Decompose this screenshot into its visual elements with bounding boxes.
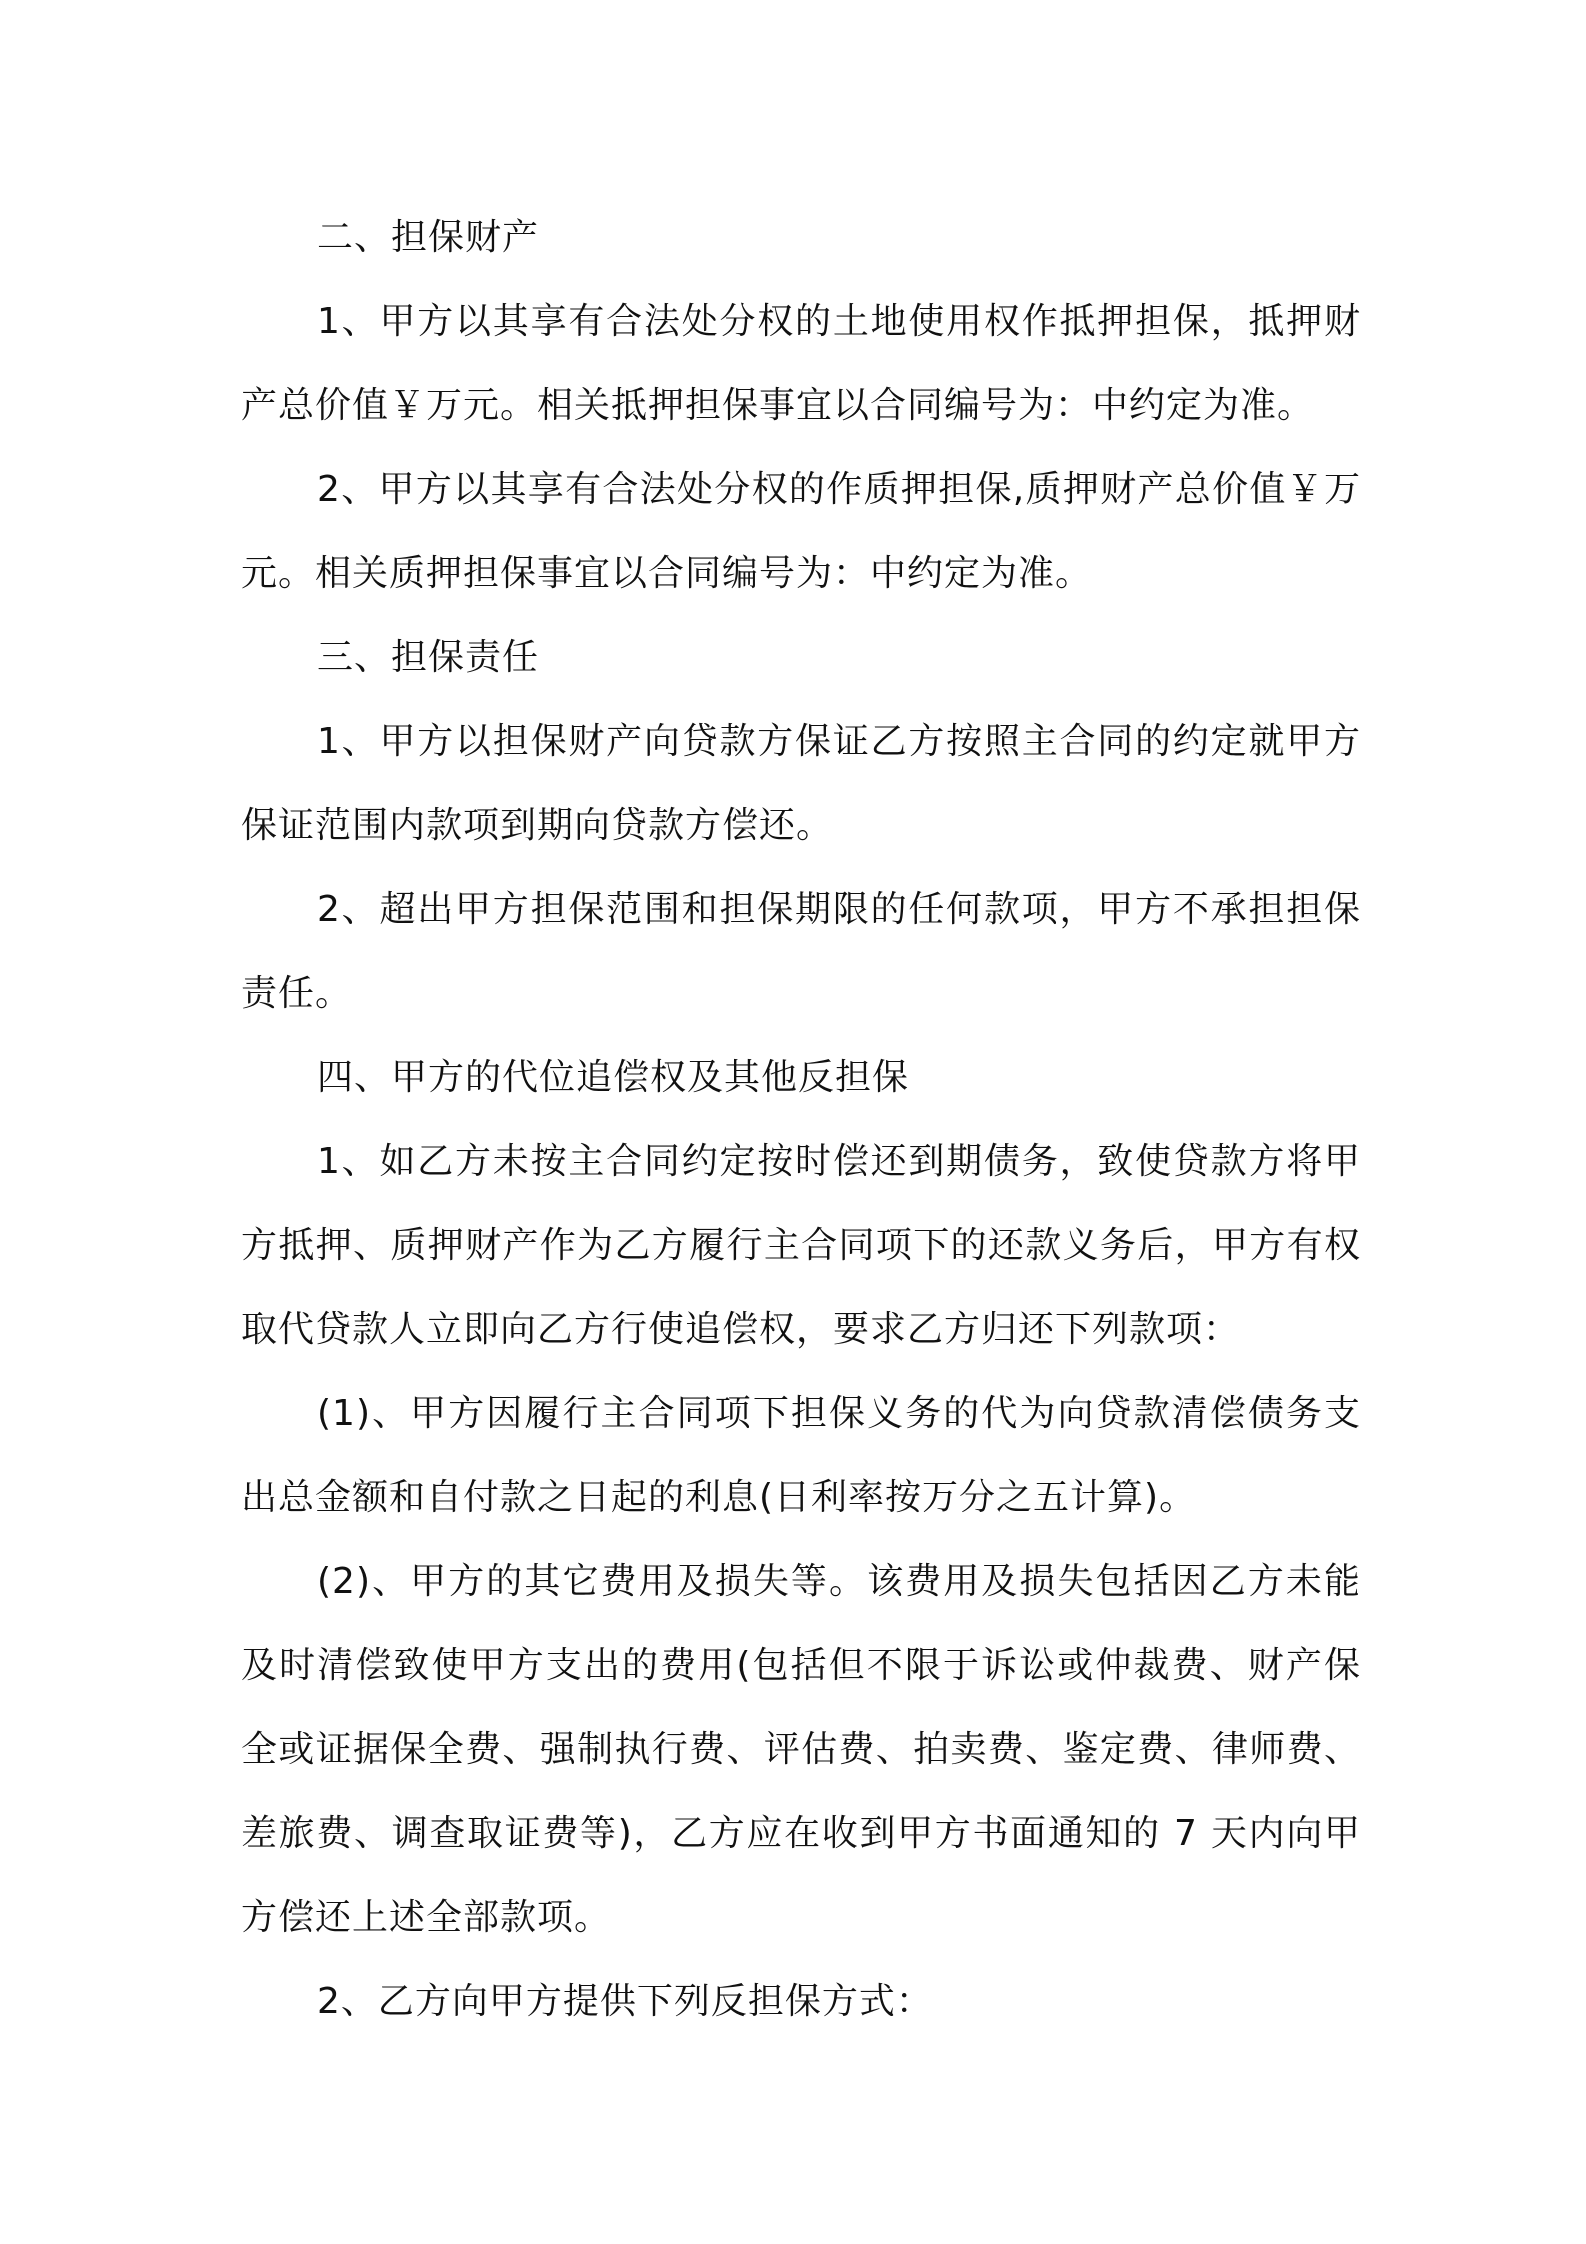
- document-body: [241, 196, 1361, 2044]
- paragraph-pledge-guarantee: 2、甲方以其享有合法处分权的作质押担保,质押财产总价值￥万元。相关质押担保事宜以合同编号为：中约定为准。: [241, 469, 1361, 594]
- paragraph-liability-exclusion: 2、超出甲方担保范围和担保期限的任何款项，甲方不承担担保责任。: [241, 889, 1361, 1014]
- paragraph-mortgage-guarantee: 1、甲方以其享有合法处分权的土地使用权作抵押担保，抵押财产总价值￥万元。相关抵押担保事宜以合同编号为：中约定为准。: [241, 301, 1361, 426]
- paragraph-item-2: (2)、甲方的其它费用及损失等。该费用及损失包括因乙方未能及时清偿致使甲方支出的费用(包括但不限于诉讼或仲裁费、财产保全或证据保全费、强制执行费、评估费、拍卖费、鉴定费、律师费、差旅费、调查取证费等)，乙方应在收到甲方书面通知的 7 天内向甲方偿还上述全部款项。: [241, 1561, 1361, 1938]
- section-heading-guarantee-property: 二、担保财产: [317, 217, 540, 258]
- section-heading-subrogation: 四、甲方的代位追偿权及其他反担保: [317, 1057, 910, 1098]
- paragraph-item-1: (1)、甲方因履行主合同项下担保义务的代为向贷款清偿债务支出总金额和自付款之日起的利息(日利率按万分之五计算)。: [241, 1393, 1361, 1518]
- paragraph-subrogation-right: 1、如乙方未按主合同约定按时偿还到期债务，致使贷款方将甲方抵押、质押财产作为乙方履行主合同项下的还款义务后，甲方有权取代贷款人立即向乙方行使追偿权，要求乙方归还下列款项：: [241, 1141, 1361, 1350]
- paragraph-liability-scope: 1、甲方以担保财产向贷款方保证乙方按照主合同的约定就甲方保证范围内款项到期向贷款方偿还。: [241, 721, 1361, 846]
- section-heading-guarantee-liability: 三、担保责任: [317, 637, 540, 678]
- paragraph-counter-guarantee: 2、乙方向甲方提供下列反担保方式：: [317, 1981, 933, 2022]
